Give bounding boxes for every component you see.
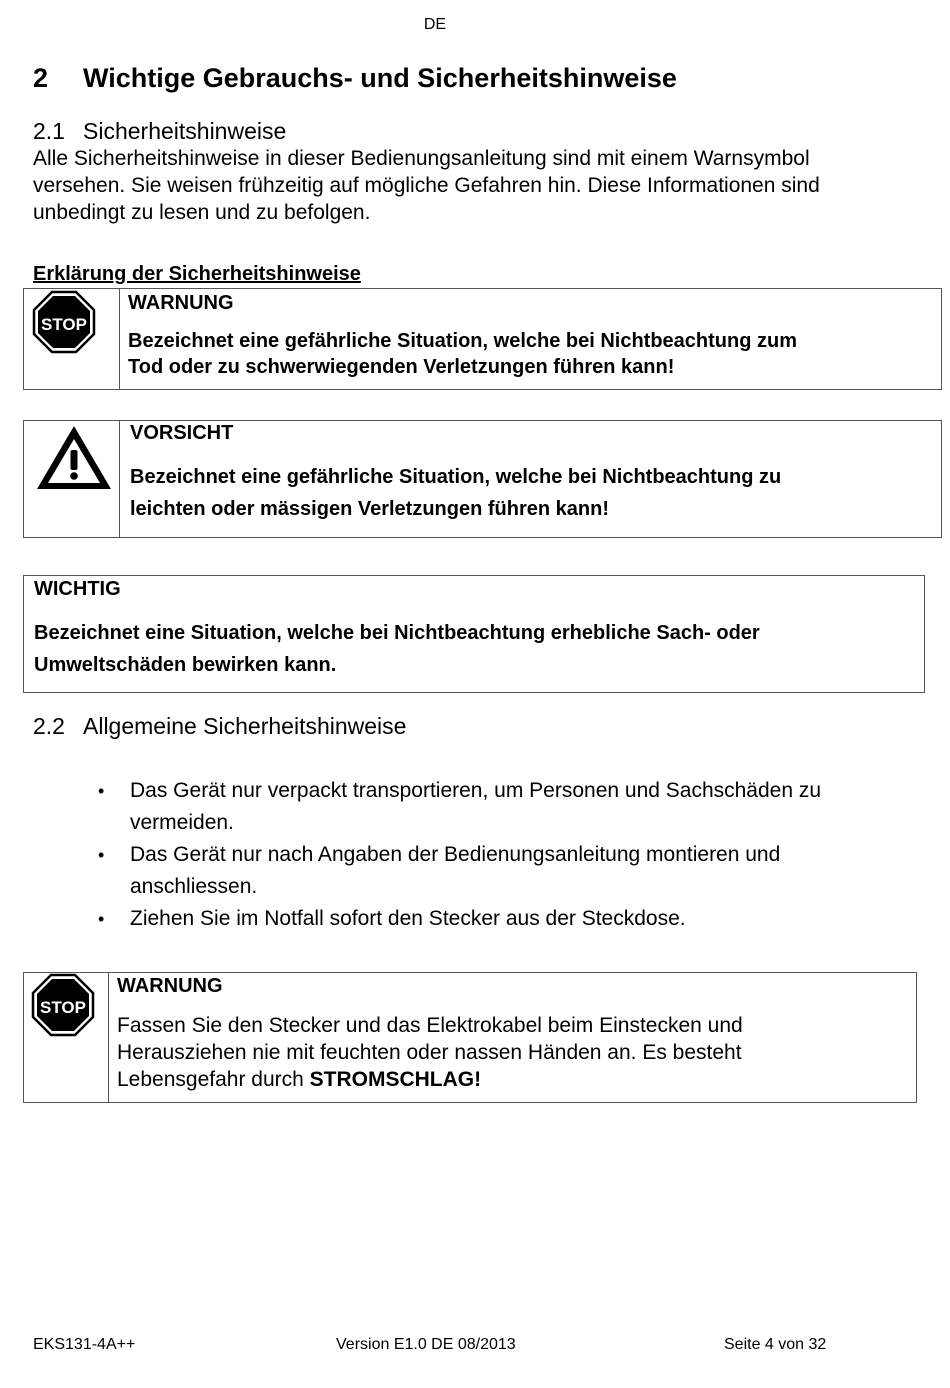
stop-sign-icon — [32, 290, 96, 354]
intro-line: Alle Sicherheitshinweise in dieser Bedienungsanleitung sind mit einem Warnsymbol — [33, 147, 810, 170]
list-item-line: • Ziehen Sie im Notfall sofort den Stecker aus der Steckdose. — [130, 907, 686, 930]
stop-sign-text: STOP — [40, 998, 86, 1017]
warning-box-electric — [23, 972, 917, 1103]
box-line: Herausziehen nie mit feuchten oder nassen Händen an. Es besteht — [117, 1041, 742, 1064]
box-line: Umweltschäden bewirken kann. — [34, 654, 337, 676]
box-title: VORSICHT — [130, 422, 234, 444]
list-item — [96, 775, 916, 839]
box-text — [130, 461, 781, 525]
electric-shock-emphasis: STROMSCHLAG! — [309, 1068, 482, 1091]
list-item — [96, 903, 916, 935]
intro-line: versehen. Sie weisen frühzeitig auf mögliche Gefahren hin. Diese Informationen sind — [33, 174, 820, 197]
intro-line: unbedingt zu lesen und zu befolgen. — [33, 201, 371, 224]
section-title: Wichtige Gebrauchs- und Sicherheitshinweise — [83, 63, 677, 93]
box-text — [128, 328, 797, 380]
section-number: 2 — [33, 63, 49, 93]
box-line-prefix: Lebensgefahr durch — [117, 1068, 310, 1091]
list-item-line: • Das Gerät nur verpackt transportieren, um Personen und Sachschäden zu — [130, 779, 822, 802]
box-title: WICHTIG — [34, 578, 121, 600]
list-item — [96, 839, 916, 903]
section-title: Allgemeine Sicherheitshinweise — [83, 713, 407, 739]
box-line: Bezeichnet eine gefährliche Situation, welche bei Nichtbeachtung zu — [130, 466, 782, 488]
list-item-line: • Das Gerät nur nach Angaben der Bedienungsanleitung montieren und — [130, 843, 781, 866]
icon-cell — [24, 973, 109, 1102]
safety-bullet-list — [96, 775, 916, 935]
section-title: Sicherheitshinweise — [83, 118, 287, 144]
important-box — [23, 575, 925, 693]
section-number: 2.1 — [33, 118, 65, 144]
explanation-heading: Erklärung der Sicherheitshinweise — [33, 263, 361, 285]
language-label: DE — [423, 16, 447, 33]
box-title: WARNUNG — [128, 292, 234, 314]
stop-sign-icon — [31, 973, 95, 1037]
list-item-line: anschliessen. — [130, 875, 258, 898]
warning-triangle-icon — [34, 423, 114, 493]
intro-paragraph — [33, 145, 913, 226]
box-title: WARNUNG — [117, 975, 223, 997]
box-line: Fassen Sie den Stecker und das Elektrokabel beim Einstecken und — [117, 1014, 743, 1037]
stop-sign-text: STOP — [41, 315, 87, 334]
box-line — [117, 1066, 743, 1093]
box-line: Bezeichnet eine Situation, welche bei Nichtbeachtung erhebliche Sach- oder — [34, 622, 760, 644]
box-line: Tod oder zu schwerwiegenden Verletzungen führen kann! — [128, 356, 675, 378]
section-2-1-heading — [33, 118, 286, 145]
section-number: 2.2 — [33, 713, 65, 739]
icon-cell — [24, 289, 120, 389]
box-line: Bezeichnet eine gefährliche Situation, welche bei Nichtbeachtung zum — [128, 330, 798, 352]
warning-box — [23, 288, 942, 390]
caution-box — [23, 420, 942, 538]
footer-version: Version E1.0 DE 08/2013 — [336, 1336, 516, 1353]
box-text — [117, 1012, 743, 1093]
box-text — [34, 617, 760, 681]
list-item-line: vermeiden. — [130, 811, 234, 834]
box-line: leichten oder mässigen Verletzungen führen kann! — [130, 498, 609, 520]
section-2-heading — [33, 63, 677, 94]
icon-cell — [24, 421, 120, 537]
footer-model: EKS131-4A++ — [33, 1336, 136, 1353]
section-2-2-heading — [33, 713, 406, 740]
footer-page-number: Seite 4 von 32 — [724, 1336, 827, 1353]
